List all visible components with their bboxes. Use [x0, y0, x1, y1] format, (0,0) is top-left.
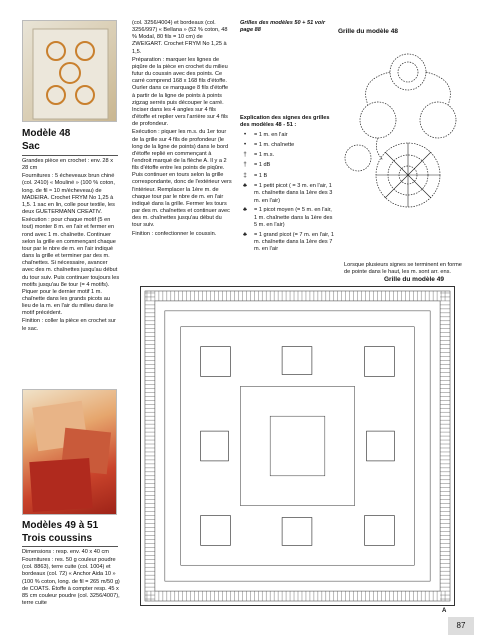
- half-double-icon: †: [243, 162, 247, 169]
- start-marker-label: A: [442, 608, 447, 614]
- model49-instructions: [22, 549, 120, 608]
- model49-title: Modèles 49 à 51: [22, 520, 99, 531]
- legend-header: Grilles des modèles 50 + 51 voir page 88: [240, 20, 326, 33]
- legend-row: † = 1 m.s.: [240, 152, 336, 160]
- double-crochet-icon: ‡: [243, 172, 247, 179]
- grid48-note: Lorsque plusieurs signes se terminent en forme de pointe dans le haut, les m. sont arr. ens.: [344, 262, 462, 276]
- paragraph: Dimensions : resp. env. 40 x 40 cm: [22, 549, 109, 555]
- paragraph: Exécution : pour chaque motif (5 en tout) monter 8 m. en l'air et fermer en rond avec 1 m. chaînette. Continuer selon la grille en commençant chaque tour par le nbre de m. en l'air indiqué dans la grille et terminer par des m. chaînettes. Si nécessaire, avancer avec des m. chaînettes jusqu'au début du tour suiv. Puis continuer toujours les motifs jusqu'au 8e tour (= 4 motifs). Piquer pour le dernier motif 1 m. chaînette dans les grands picots au lieu de la m. en l'air du milieu dans le motif précédent.: [22, 217, 120, 317]
- legend-row: ♣ = 1 picot moyen (= 5 m. en l'air, 1 m. chaînette dans la 1ère des 5 m. en l'air): [240, 207, 336, 229]
- model48-title: Modèle 48: [22, 128, 71, 139]
- divider: [22, 155, 118, 156]
- bag-photo: [22, 20, 117, 122]
- bag-illustration: [23, 21, 117, 122]
- paragraph: (col. 3256/4004) et bordeaux (col. 3256/997) « Bellana » (52 % coton, 48 % Modal, 80 fils = 10 cm) de ZWEIGART. Crochet FRYM No 1,25 à 1,5.: [132, 20, 228, 55]
- paragraph: Fournitures : res. 50 g couleur poudre (col. 8863), terre cuite (col. 1004) et bordeaux (col. 72) « Anchor Aida 10 » (100 % coton, long. de fil = 265 m/50 g) de COATS. Étoffe à compter resp. 45 x 85 cm couleur poudre (col. 3256/4007), terre cuite: [22, 557, 120, 607]
- paragraph: Exécution : piquer les m.s. du 1er tour de la grille sur 4 fils de profondeur (le long de la ligne de points) dans le bord d'étoffe replié en commençant à l'endroit marqué de la flèche A. Il y a 2 fils d'étoffe entre les points de piqûre. Puis continuer en tours selon la grille correspondante, donc de l'extérieur vers l'intérieur. Remplacer la 1ère m. de chaque tour par le nbre de m. en l'air indiqué dans la grille. Fermer les tours par des m. chaînettes et continuer avec des m. chaînettes jusqu'au début du tour suiv.: [132, 129, 232, 229]
- legend-row: ‡ = 1 B: [240, 173, 336, 181]
- slip-stitch-icon: •: [243, 141, 247, 148]
- cushions-photo: [22, 389, 117, 515]
- model48-instructions: [22, 158, 120, 334]
- paragraph: Finition : confectionner le coussin.: [132, 230, 217, 237]
- paragraph: Finition : coller la pièce en crochet sur le sac.: [22, 318, 116, 332]
- single-crochet-icon: †: [243, 152, 247, 159]
- symbol-legend: [240, 115, 336, 256]
- legend-row: ♣ = 1 grand picot (= 7 m. en l'air, 1 m. chaînette dans la 1ère des 7 m. en l'air: [240, 232, 336, 254]
- large-picot-icon: ♣: [243, 231, 247, 238]
- model48-subtitle: Sac: [22, 141, 40, 152]
- cushions-illustration: [23, 390, 117, 515]
- grid49-caption: Grille du modèle 49: [384, 276, 444, 283]
- grid48-caption: Grille du modèle 48: [338, 28, 398, 35]
- paragraph: Préparation : marquer les lignes de piqûre de la pièce en crochet du milieu futur du coussin avec des points. Ce carré comprend 168 x 168 fils d'étoffe. Ourler dans ce marquage 8 fils d'étoffe à partir de la ligne de points à points zigzag serrés puis découper le carré. Inciser dans les 4 angles sur 4 fils d'étoffe et replier vers l'arrière sur 4 fils de profondeur.: [132, 56, 229, 128]
- paragraph: Grandes pièce en crochet : env. 28 x 28 cm: [22, 158, 114, 172]
- legend-row: † = 1 dB: [240, 162, 336, 170]
- model49-subtitle: Trois coussins: [22, 533, 93, 544]
- paragraph: Fournitures : 5 écheveaux brun chiné (col. 2410) « Mouliné » (100 % coton, long. de fil ≈ 10 m/écheveau) de MADEIRA. Crochet FRYM No 1,25 à 1,5. 1 sac en lin, colle pour textile, les deux GUETERMANN CREATIV.: [22, 173, 115, 216]
- divider: [22, 546, 118, 547]
- page-number: 87: [448, 617, 474, 635]
- legend-row: • = 1 m. chaînette: [240, 142, 336, 150]
- legend-row: ♣ = 1 petit picot ( = 3 m. en l'air, 1 m. chaînette dans la 1ère des 3 m. en l'air): [240, 183, 336, 205]
- grid49-diagram: [140, 286, 455, 606]
- legend-title: Explication des signes des grilles des modèles 48 - 51 :: [240, 115, 330, 129]
- chain-icon: •: [243, 131, 247, 138]
- medium-picot-icon: ♣: [243, 207, 247, 214]
- legend-row: • = 1 m. en l'air: [240, 132, 336, 140]
- column2-instructions: [132, 20, 232, 239]
- small-picot-icon: ♣: [243, 183, 247, 190]
- grid48-diagram: [338, 50, 468, 260]
